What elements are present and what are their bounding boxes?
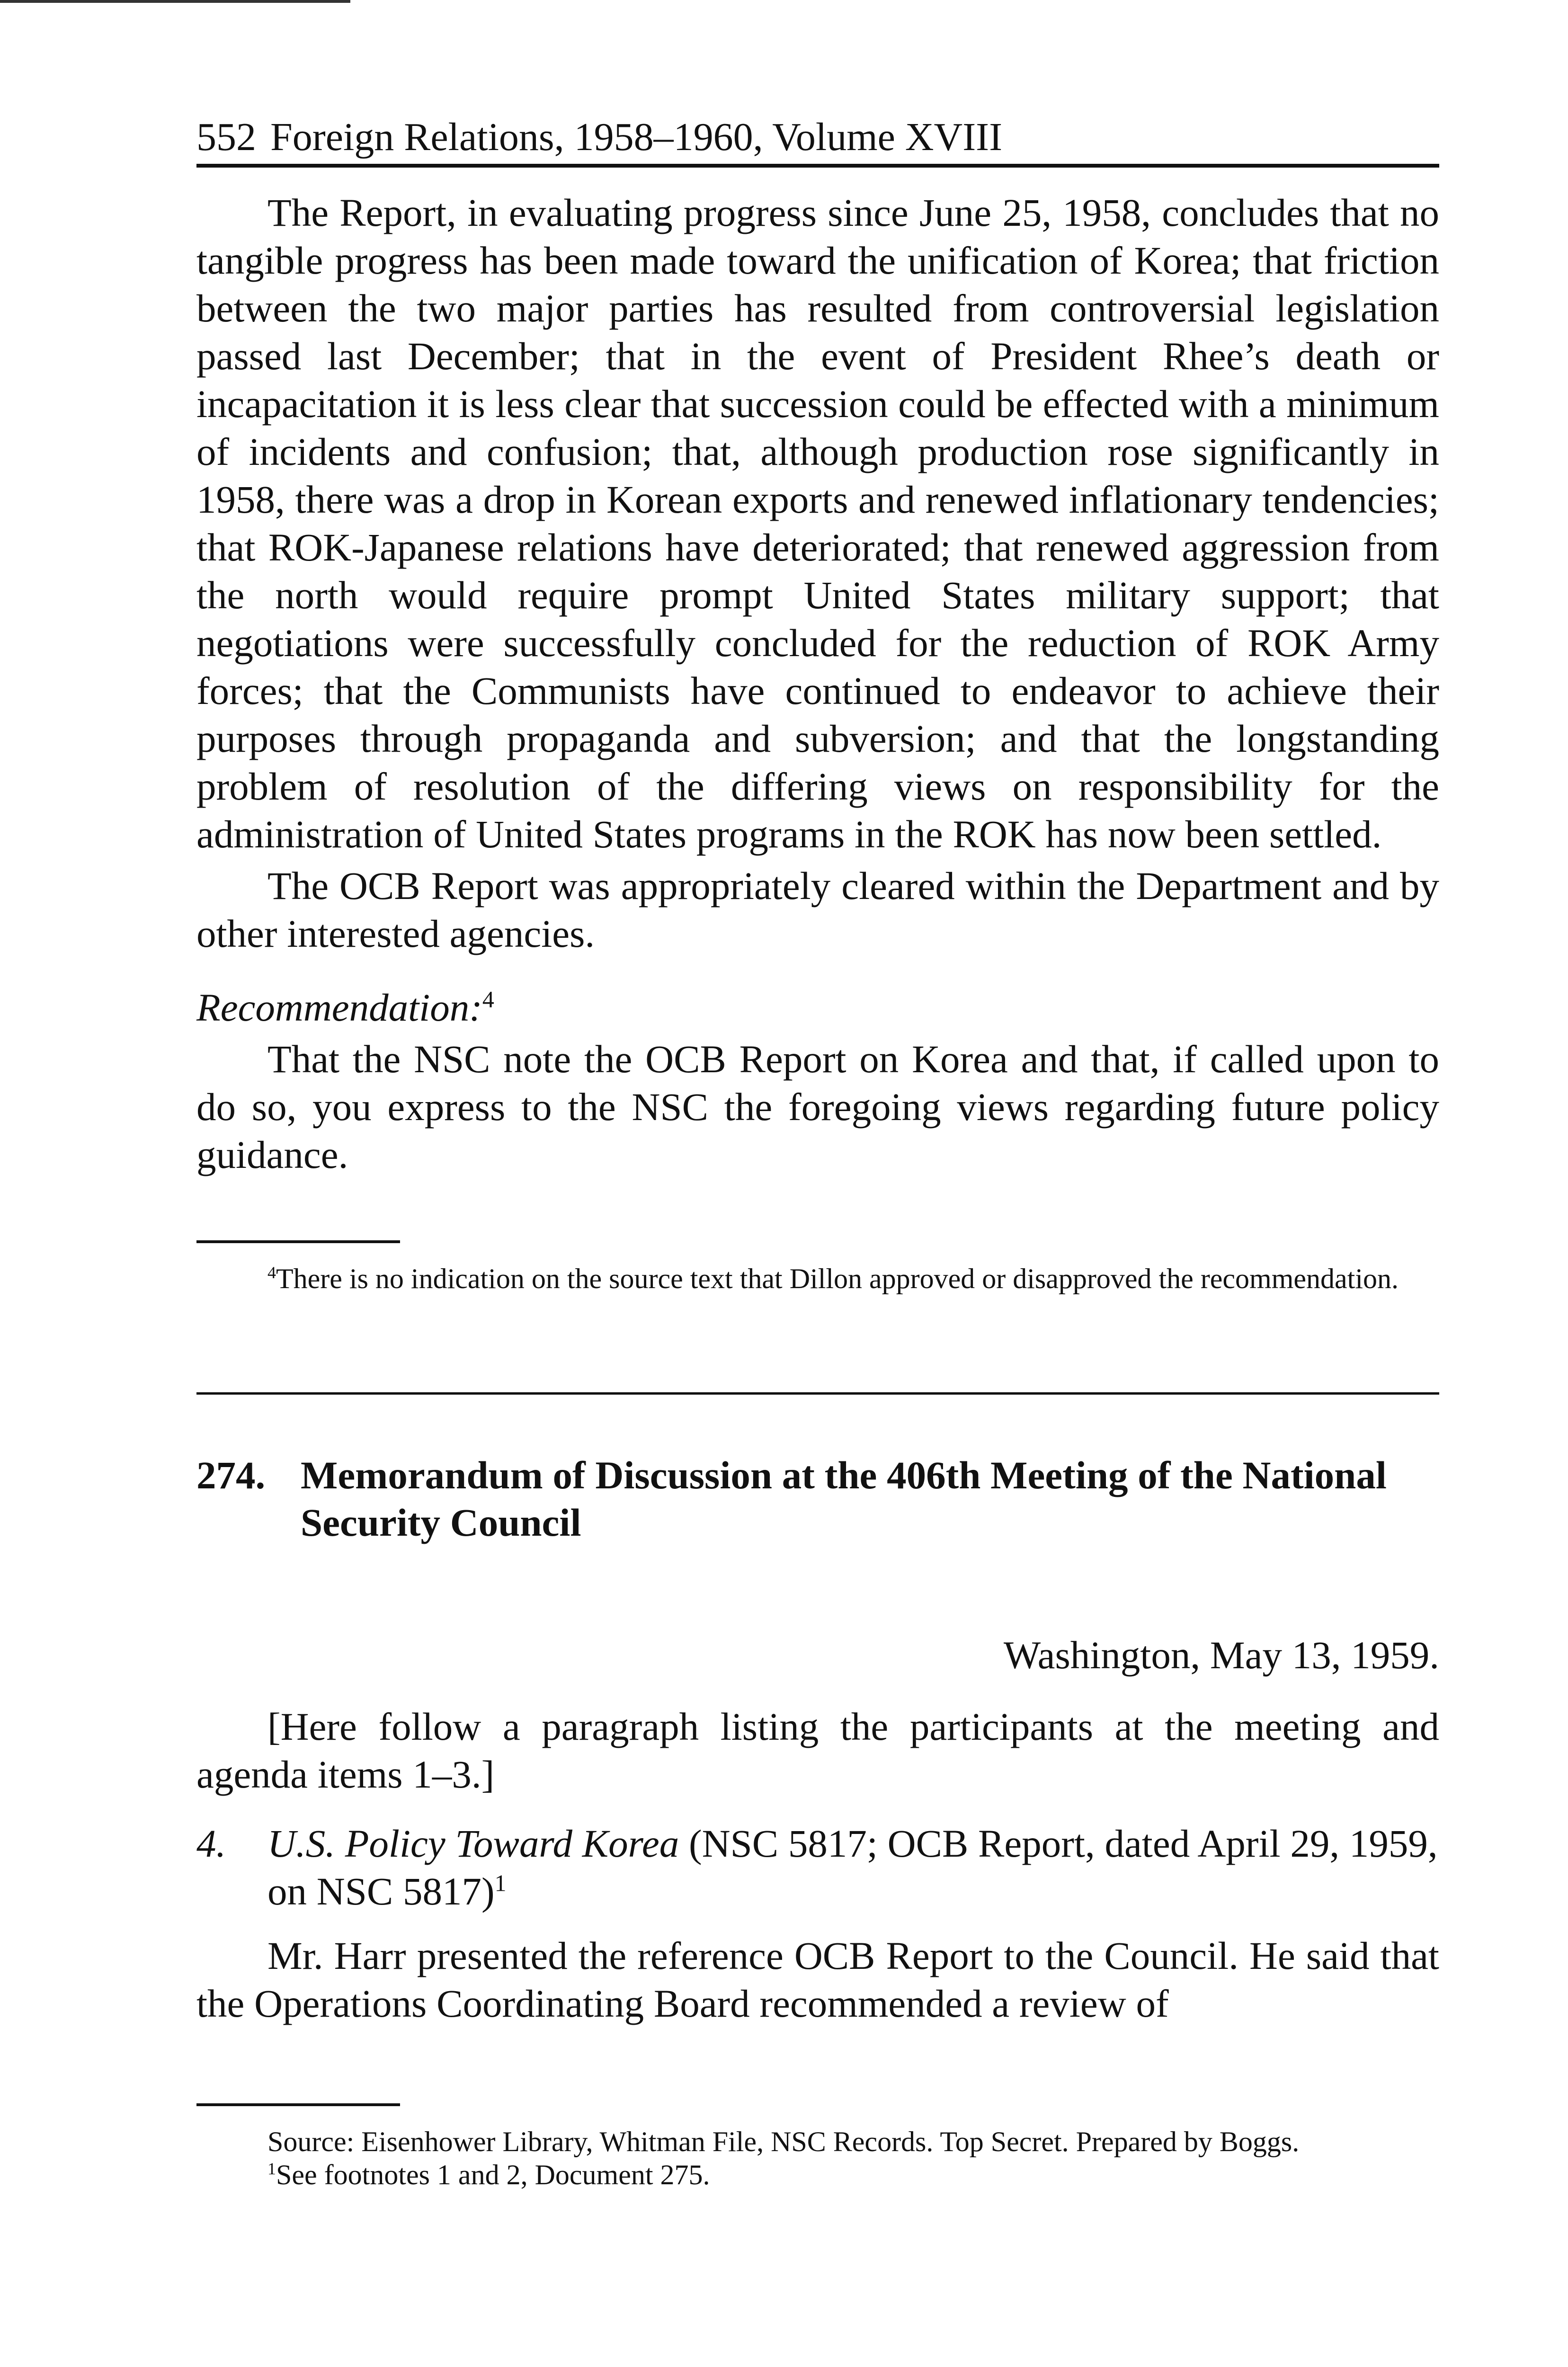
recommendation-text: That the NSC note the OCB Report on Korea and that, if called upon to do so, you express to the NSC the foregoing views regarding future policy guidance. — [196, 1037, 1439, 1176]
report-paragraph: The Report, in evaluating progress since June 25, 1958, concludes that no tangible progress has been made toward the unification of Korea; that friction between the two major parties has resulted from controversial legislation passed last December; that in the event of President Rhee’s death or incapacitation it is less clear that succession could be effected with a minimum of incidents and confusion; that, although production rose significantly in 1958, there was a drop in Korean exports and renewed inflationary tendencies; that ROK-Japanese relations have deteriorated; that renewed aggression from the north would require prompt United States military support; that negotiations were successfully concluded for the reduction of ROK Army forces; that the Communists have continued to endeavor to achieve their purposes through propaganda and subversion; and that the longstanding problem of resolution of the differing views on responsibility for the administration of United States programs in the ROK has now been settled. — [196, 191, 1439, 856]
recommendation-label: Recommendation: — [196, 986, 482, 1029]
running-head — [196, 114, 1439, 161]
footnote-1-text: See footnotes 1 and 2, Document 275. — [276, 2159, 710, 2190]
dateline: Washington, May 13, 1959. — [1003, 1633, 1439, 1677]
discussion-paragraph: Mr. Harr presented the reference OCB Report to the Council. He said that the Operations Coordinating Board recommended a review of — [196, 1934, 1439, 2025]
page-number: 552 — [196, 115, 256, 159]
footnote-1 — [196, 2158, 1439, 2191]
source-note: Source: Eisenhower Library, Whitman File, NSC Records. Top Secret. Prepared by Boggs. — [267, 2126, 1300, 2157]
footnote-1-marker: 1 — [267, 2159, 276, 2178]
footnote-4 — [196, 1262, 1439, 1295]
agenda-item-title: U.S. Policy Toward Korea — [267, 1822, 679, 1865]
document-page — [196, 114, 1439, 2191]
footnote-ref-1: 1 — [494, 1870, 507, 1896]
agenda-item-text — [267, 1820, 1439, 1915]
editorial-note: [Here follow a paragraph listing the participants at the meeting and agenda items 1–3.] — [196, 1705, 1439, 1796]
section-rule — [196, 1392, 1439, 1395]
running-title: Foreign Relations, 1958–1960, Volume XVIII — [270, 115, 1003, 159]
document-title: Memorandum of Discussion at the 406th Meeting of the National Security Council — [301, 1453, 1387, 1544]
footnote-rule — [196, 1240, 400, 1243]
clearance-paragraph: The OCB Report was appropriately cleared within the Department and by other interested agencies. — [196, 864, 1439, 955]
document-number: 274. — [196, 1453, 266, 1497]
recommendation-heading — [196, 984, 1439, 1032]
header-rule — [196, 164, 1439, 168]
footnote-4-text: There is no indication on the source text that Dillon approved or disapproved the recommendation. — [276, 1263, 1399, 1294]
footnote-ref-4: 4 — [482, 986, 494, 1013]
scan-edge-mark — [0, 0, 350, 3]
document-heading — [196, 1451, 1439, 1546]
agenda-item-number: 4. — [196, 1822, 226, 1865]
agenda-item-details: (NSC 5817; OCB Report, dated April 29, 1959, on NSC 5817) — [267, 1822, 1438, 1913]
agenda-item — [196, 1820, 1439, 1915]
footnote-4-marker: 4 — [267, 1263, 276, 1282]
footnote-rule-bottom — [196, 2103, 400, 2106]
